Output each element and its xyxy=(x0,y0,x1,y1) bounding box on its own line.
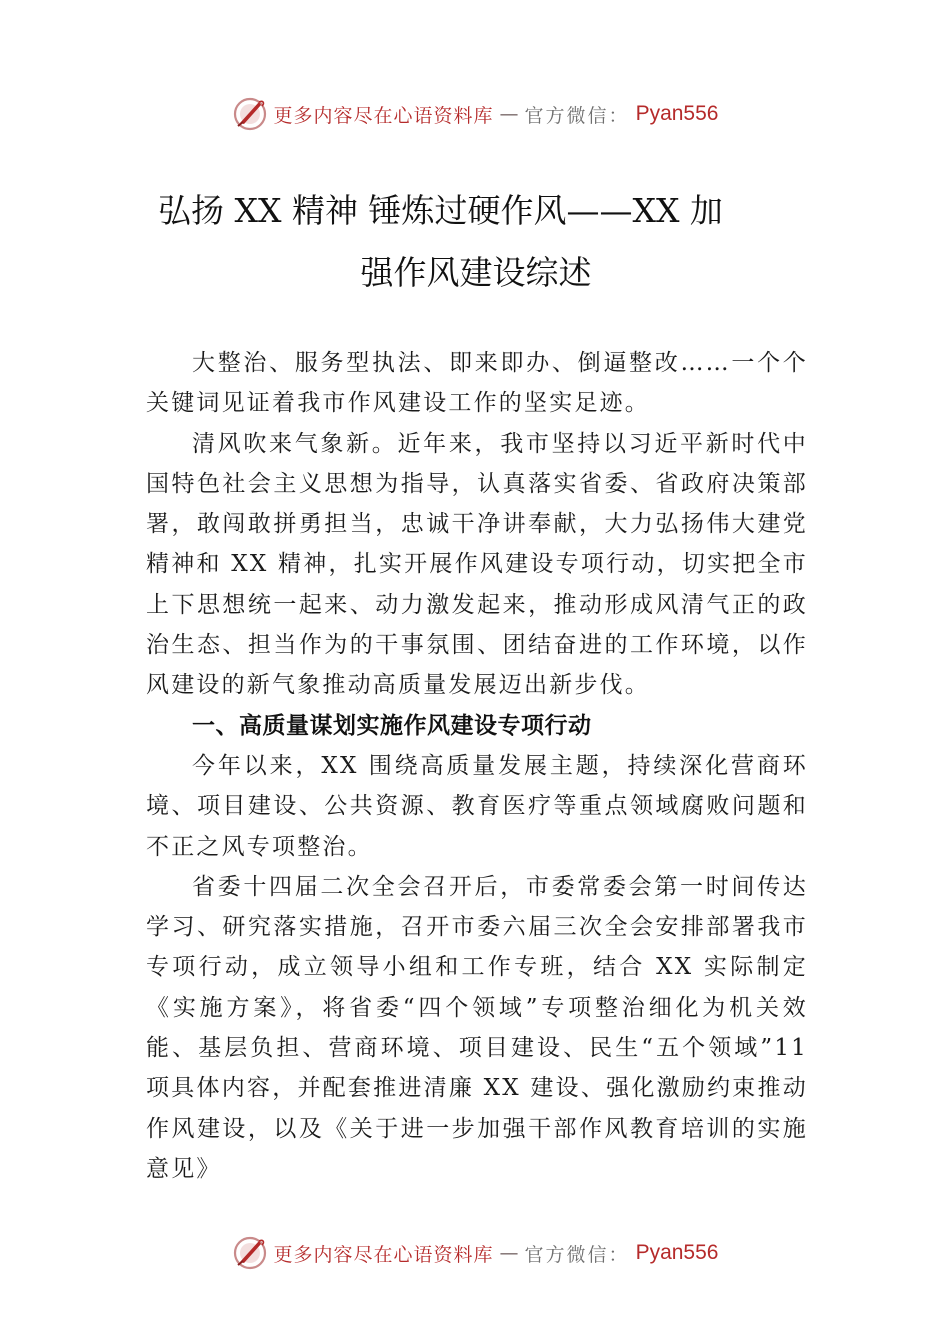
paragraph-overview: 清风吹来气象新。近年来，我市坚持以习近平新时代中国特色社会主义思想为指导，认真落实省委、省政府决策部署，敢闯敢拼勇担当，忠诚干净讲奉献，大力弘扬伟大建党精神和 XX 精神，扎实开展作风建设专项行动，切实把全市上下思想统一起来、动力激发起来，推动形成风清气正的政治生态、担当作为的干事氛围、团结奋进的工作环境，以作风建设的新气象推动高质量发展迈出新步伐。 xyxy=(146,430,808,699)
watermark-brand: 更多内容尽在心语资料库 xyxy=(273,104,494,127)
header-watermark xyxy=(0,94,950,134)
watermark-separator: — xyxy=(499,103,519,125)
paragraph-section1-a: 今年以来，XX 围绕高质量发展主题，持续深化营商环境、项目建设、公共资源、教育医疗等重点领域腐败问题和不正之风专项整治。 xyxy=(146,752,808,860)
document-title xyxy=(146,180,806,304)
watermark-separator: — xyxy=(499,1242,519,1264)
watermark-wechat-id: Pyan556 xyxy=(635,1241,719,1264)
quill-logo-icon xyxy=(232,96,268,132)
watermark-brand: 更多内容尽在心语资料库 xyxy=(273,1243,494,1266)
watermark-wechat-label: 官方微信： xyxy=(524,1243,630,1266)
section-heading-1: 一、高质量谋划实施作风建设专项行动 xyxy=(192,712,592,739)
paragraph-section1-b: 省委十四届二次全会召开后，市委常委会第一时间传达学习、研究落实措施，召开市委六届三次全会安排部署我市专项行动，成立领导小组和工作专班，结合 XX 实际制定《实施方案》，将省委“四个领域”专项整治细化为机关效能、基层负担、营商环境、项目建设、民生“五个领域”11 项具体内容，并配套推进清廉 XX 建设、强化激励约束推动作风建设，以及《关于进一步加强干部作风教育培训的实施意见》 xyxy=(146,873,808,1182)
watermark-wechat-id: Pyan556 xyxy=(635,102,719,125)
title-line-2: 强作风建设综述 xyxy=(360,253,592,292)
quill-logo-icon xyxy=(232,1235,268,1271)
watermark-wechat-label: 官方微信： xyxy=(524,104,630,127)
footer-watermark xyxy=(0,1233,950,1273)
title-line-1: 弘扬 XX 精神 锤炼过硬作风——XX 加 xyxy=(158,191,723,230)
document-body xyxy=(146,343,808,1189)
paragraph-intro: 大整治、服务型执法、即来即办、倒逼整改……一个个关键词见证着我市作风建设工作的坚实足迹。 xyxy=(146,350,808,417)
